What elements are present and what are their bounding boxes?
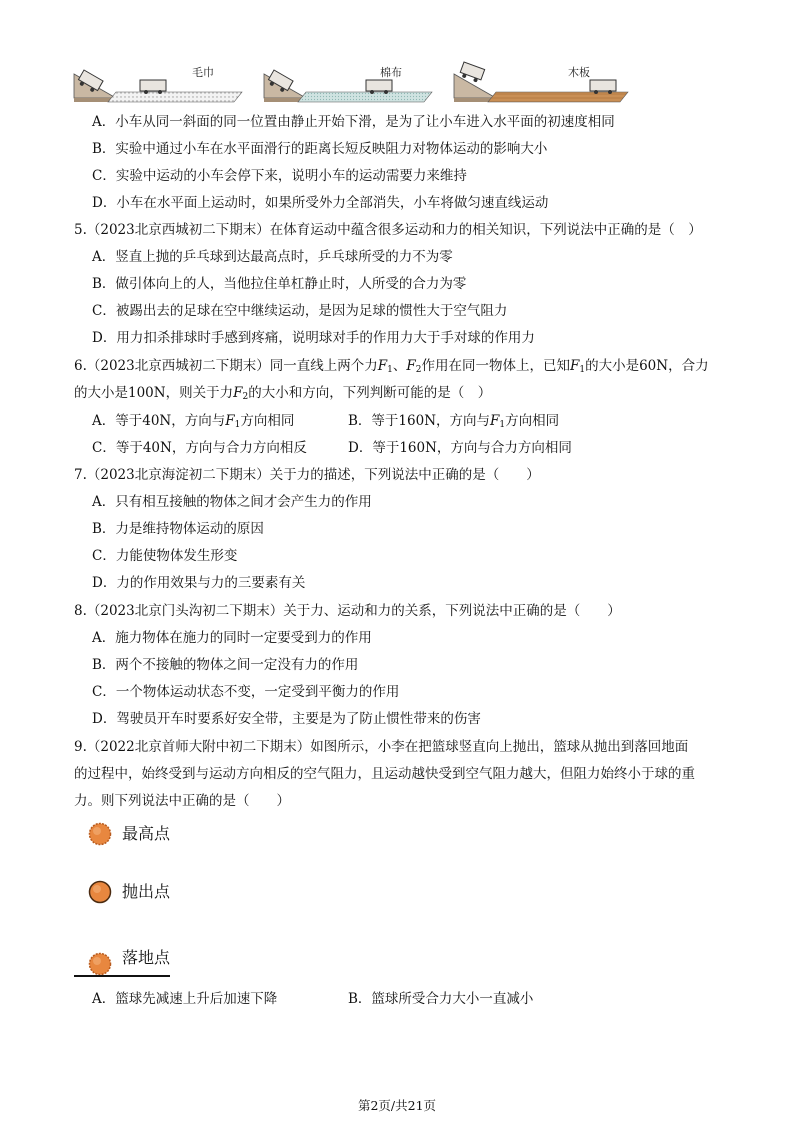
q8-option-d: D．驾驶员开车时要系好安全带，主要是为了防止惯性带来的伤害 — [92, 711, 481, 727]
ramp-panel-towel — [74, 70, 242, 102]
q8-stem: 8.（2023北京门头沟初二下期末）关于力、运动和力的关系，下列说法中正确的是（ ） — [74, 603, 621, 619]
q8-option-c: C．一个物体运动状态不变，一定受到平衡力的作用 — [92, 684, 400, 700]
q4-option-a: A．小车从同一斜面的同一位置由静止开始下滑，是为了让小车进入水平面的初速度相同 — [92, 114, 615, 130]
q7-option-a: A．只有相互接触的物体之间才会产生力的作用 — [92, 494, 372, 510]
q7-option-c: C．力能使物体发生形变 — [92, 548, 238, 564]
label-highest-point: 最高点 — [122, 824, 171, 843]
q9-option-b: B．篮球所受合力大小一直减小 — [348, 991, 534, 1007]
experiment-figure — [72, 56, 632, 104]
basketball-icon — [88, 880, 112, 904]
q8-option-b: B．两个不接触的物体之间一定没有力的作用 — [92, 657, 359, 673]
q6-option-c: C．等于40N，方向与合力方向相反 — [92, 440, 307, 456]
q9-stem-line3: 力。则下列说法中正确的是（ ） — [74, 793, 290, 809]
q6-option-d: D．等于160N，方向与合力方向相同 — [348, 440, 572, 456]
ball-highest-point — [88, 822, 171, 850]
q9-option-a: A．篮球先减速上升后加速下降 — [92, 991, 278, 1007]
q7-option-b: B．力是维持物体运动的原因 — [92, 521, 264, 537]
label-throw-point: 抛出点 — [122, 882, 171, 901]
q5-option-d: D．用力扣杀排球时手感到疼痛，说明球对手的作用力大于手对球的作用力 — [92, 330, 535, 346]
ramp-panel-cotton — [264, 70, 432, 102]
q4-option-b: B．实验中通过小车在水平面滑行的距离长短反映阻力对物体运动的影响大小 — [92, 141, 548, 157]
q8-option-a: A．施力物体在施力的同时一定要受到力的作用 — [92, 630, 372, 646]
surface-label-wood: 木板 — [568, 66, 590, 79]
q5-option-b: B．做引体向上的人，当他拉住单杠静止时，人所受的合力为零 — [92, 276, 467, 292]
q7-option-d: D．力的作用效果与力的三要素有关 — [92, 575, 306, 591]
q5-option-c: C．被踢出去的足球在空中继续运动，是因为足球的惯性大于空气阻力 — [92, 303, 508, 319]
ball-throw-point — [88, 880, 171, 908]
q5-option-a: A．竖直上抛的乒乓球到达最高点时，乒乓球所受的力不为零 — [92, 249, 453, 265]
surface-label-towel: 毛巾 — [192, 66, 214, 79]
basketball-icon — [88, 822, 112, 846]
basketball-icon — [88, 952, 112, 976]
ground-line — [74, 975, 170, 977]
page-footer: 第2页/共21页 — [357, 1098, 437, 1113]
q6-stem-line1: 6.（2023北京西城初二下期末）同一直线上两个力$F_1$、$F_2$作用在同一物体上，已知$F_1$的大小是60N，合力 — [74, 358, 709, 375]
q6-stem-line2: 的大小是100N，则关于力$F_2$的大小和方向，下列判断可能的是（ ） — [74, 385, 492, 402]
q9-stem-line2: 的过程中，始终受到与运动方向相反的空气阻力，且运动越快受到空气阻力越大，但阻力始终小于球的重 — [74, 766, 695, 782]
ramp-panel-wood — [454, 62, 628, 102]
q9-stem-line1: 9.（2022北京首师大附中初二下期末）如图所示，小李在把篮球竖直向上抛出，篮球从抛出到落回地面 — [74, 739, 689, 755]
q6-option-b: B．等于160N，方向与$F_1$方向相同 — [348, 413, 560, 430]
q5-stem: 5.（2023北京西城初二下期末）在体育运动中蕴含很多运动和力的相关知识，下列说法中正确的是（ ） — [74, 222, 702, 238]
q6-option-a: A．等于40N，方向与$F_1$方向相同 — [92, 413, 295, 430]
surface-label-cotton: 棉布 — [380, 66, 402, 79]
q4-option-d: D．小车在水平面上运动时，如果所受外力全部消失，小车将做匀速直线运动 — [92, 195, 549, 211]
q4-option-c: C．实验中运动的小车会停下来，说明小车的运动需要力来维持 — [92, 168, 467, 184]
q7-stem: 7.（2023北京海淀初二下期末）关于力的描述，下列说法中正确的是（ ） — [74, 467, 540, 483]
label-landing-point: 落地点 — [122, 948, 171, 967]
